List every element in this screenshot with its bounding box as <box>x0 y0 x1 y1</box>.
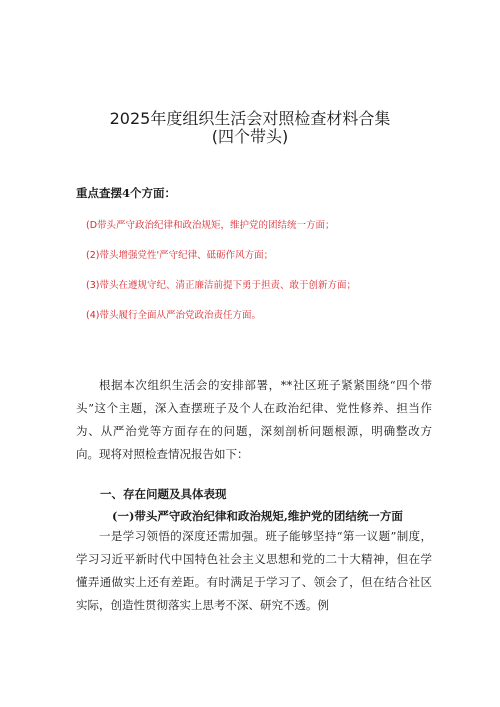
focus-item-3: (3)带头在遵规守纪、清正廉洁前提下勇于担责、敢于创新方面； <box>86 280 356 291</box>
document-title: 2025年度组织生活会对照检查材料合集 <box>109 109 391 128</box>
focus-item-2: (2)带头增强党性'严守纪律、砥砺作风方面； <box>86 250 274 261</box>
subsection-heading: (一)带头严守政治纪律和政治规矩,维护党的团结统一方面 <box>112 509 403 523</box>
section-heading: 一、存在问题及具体表现 <box>100 487 227 501</box>
intro-paragraph: 根据本次组织生活会的安排部署，**社区班子紧紧围绕“四个带头”这个主题，深入查摆班子及个人在政治纪律、党性修养、担当作为、从严治党等方面存在的问题，深刻剖析问题根源，明确整改方向。现将对照检查情况报告如下： <box>76 378 432 461</box>
body-paragraph: 一是学习领悟的深度还需加强。班子能够坚持“第一议题”制度，学习习近平新时代中国特色社会主义思想和党的二十大精神，但在学懂弄通做实上还有差距。有时满足于学习了、领会了，但在结合社区实际，创造性贯彻落实上思考不深、研究不透。例 <box>76 529 432 612</box>
focus-list <box>86 219 356 339</box>
document-subtitle: (四个带头) <box>211 127 289 146</box>
focus-heading: 重点查摆4个方面： <box>76 186 177 200</box>
focus-item-4: (4)带头履行全面从严治党政治责任方面。 <box>86 310 261 321</box>
focus-item-1: (D带头严守政治纪律和政治规矩，维护党的团结统一方面； <box>86 220 335 231</box>
